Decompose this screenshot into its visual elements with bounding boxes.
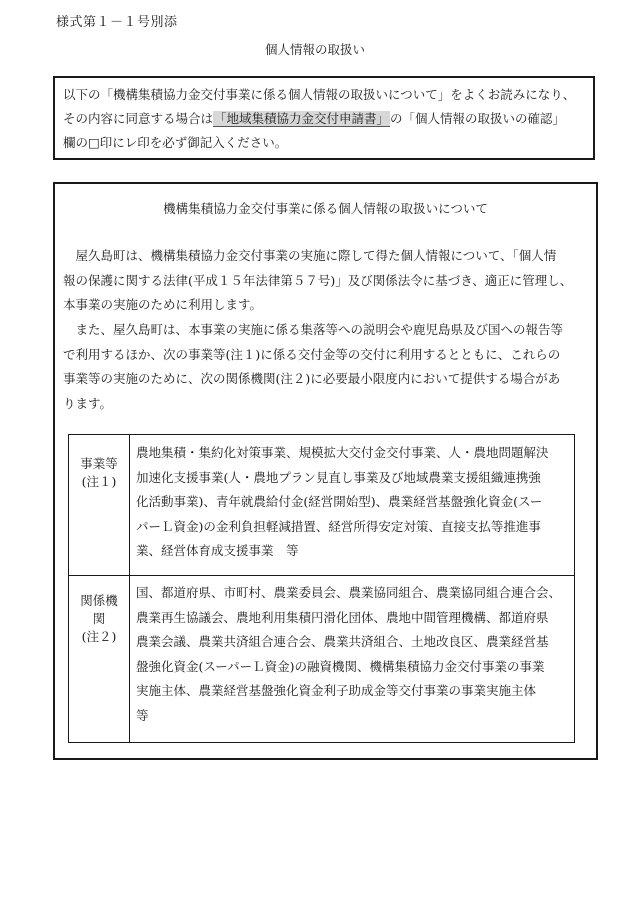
events-line: 農地集積・集約化対策事業、規模拡大交付金交付事業、人・農地問題解決 — [136, 445, 549, 460]
events-line: 加速化支援事業(人・農地プラン見直し事業及び地域農業支援組織連携強 — [136, 469, 541, 485]
notice-line-3: 欄の□印にレ印を必ず御記入ください。 — [63, 135, 288, 150]
document-heading: 個人情報の取扱い — [264, 42, 365, 57]
organizations-line: 農業会議、農業共済組合連合会、農業共済組合、土地改良区、農業経営基 — [136, 634, 549, 650]
organizations-label-line: 関係機 — [80, 593, 118, 608]
paragraph-line: 事業等の実施のために、次の関係機関(注２)に必要最小限度内において提供する場合があ — [63, 371, 561, 387]
events-label-line: (注１) — [81, 474, 117, 489]
paragraph-line: ります。 — [63, 395, 113, 411]
organizations-label-line: (注２) — [81, 629, 117, 644]
personal-info-handling-box — [53, 182, 598, 760]
application-form-reference: 「地域集積協力金交付申請書」 — [214, 111, 390, 126]
paragraph-line: 報の保護に関する法律(平成１５年法律第５７号)」及び関係法令に基づき、適正に管理し、 — [63, 272, 573, 288]
events-label — [69, 455, 129, 491]
organizations-line: 国、都道府県、市町村、農業委員会、農業協同組合、農業協同組合連合会、 — [136, 585, 562, 600]
paragraph-line: 屋久島町は、機構集積協力金交付事業の実施に際して得た個人情報について、「個人情 — [63, 248, 557, 263]
table-column-divider — [129, 435, 130, 742]
paragraph-line: 本事業の実施のために利用します。 — [63, 297, 263, 313]
organizations-line: 盤強化資金(スーパーＬ資金)の融資機関、機構集積協力金交付事業の事業 — [136, 658, 545, 674]
table-row-divider — [69, 575, 574, 576]
organizations-line: 農業再生協議会、農地利用集積円滑化団体、農地中間管理機構、都道府県 — [136, 609, 549, 625]
notice-line-2 — [63, 107, 585, 131]
organizations-line: 等 — [136, 707, 149, 723]
info-title: 機構集積協力金交付事業に係る個人情報の取扱いについて — [163, 201, 488, 216]
events-line: 化活動事業)、青年就農給付金(経営開始型)、農業経営基盤強化資金(スー — [136, 494, 543, 510]
notice-line-1: 以下の「機構集積協力金交付事業に係る個人情報の取扱いについて」をよくお読みになり、 — [63, 87, 576, 102]
form-number: 様式第１－１号別添 — [56, 15, 178, 30]
organizations-label-line: 関 — [92, 611, 106, 626]
paragraph-line: また、屋久島町は、本事業の実施に係る集落等への説明会や鹿児島県及び国への報告等 — [63, 322, 564, 337]
consent-notice-box — [53, 76, 595, 160]
notice-line-2-after: の「個人情報の取扱いの確認」 — [390, 111, 566, 126]
definitions-table — [68, 434, 575, 743]
events-line: 業、経営体育成支援事業 等 — [136, 543, 299, 559]
organizations-content — [136, 581, 572, 729]
paragraph-management — [63, 244, 593, 318]
notice-line-2-before: その内容に同意する場合は — [63, 111, 214, 126]
events-line: パーＬ資金)の金利負担軽減措置、経営所得安定対策、直接支払等推進事 — [136, 518, 541, 534]
organizations-line: 実施主体、農業経営基盤強化資金利子助成金等交付事業の事業実施主体 — [136, 683, 537, 699]
events-content — [136, 441, 572, 564]
organizations-label — [69, 592, 129, 646]
paragraph-line: で利用するほか、次の事業等(注１)に係る交付金等の交付に利用するとともに、これらの — [63, 346, 561, 362]
paragraph-provision — [63, 318, 593, 416]
events-label-line: 事業等 — [80, 456, 118, 471]
